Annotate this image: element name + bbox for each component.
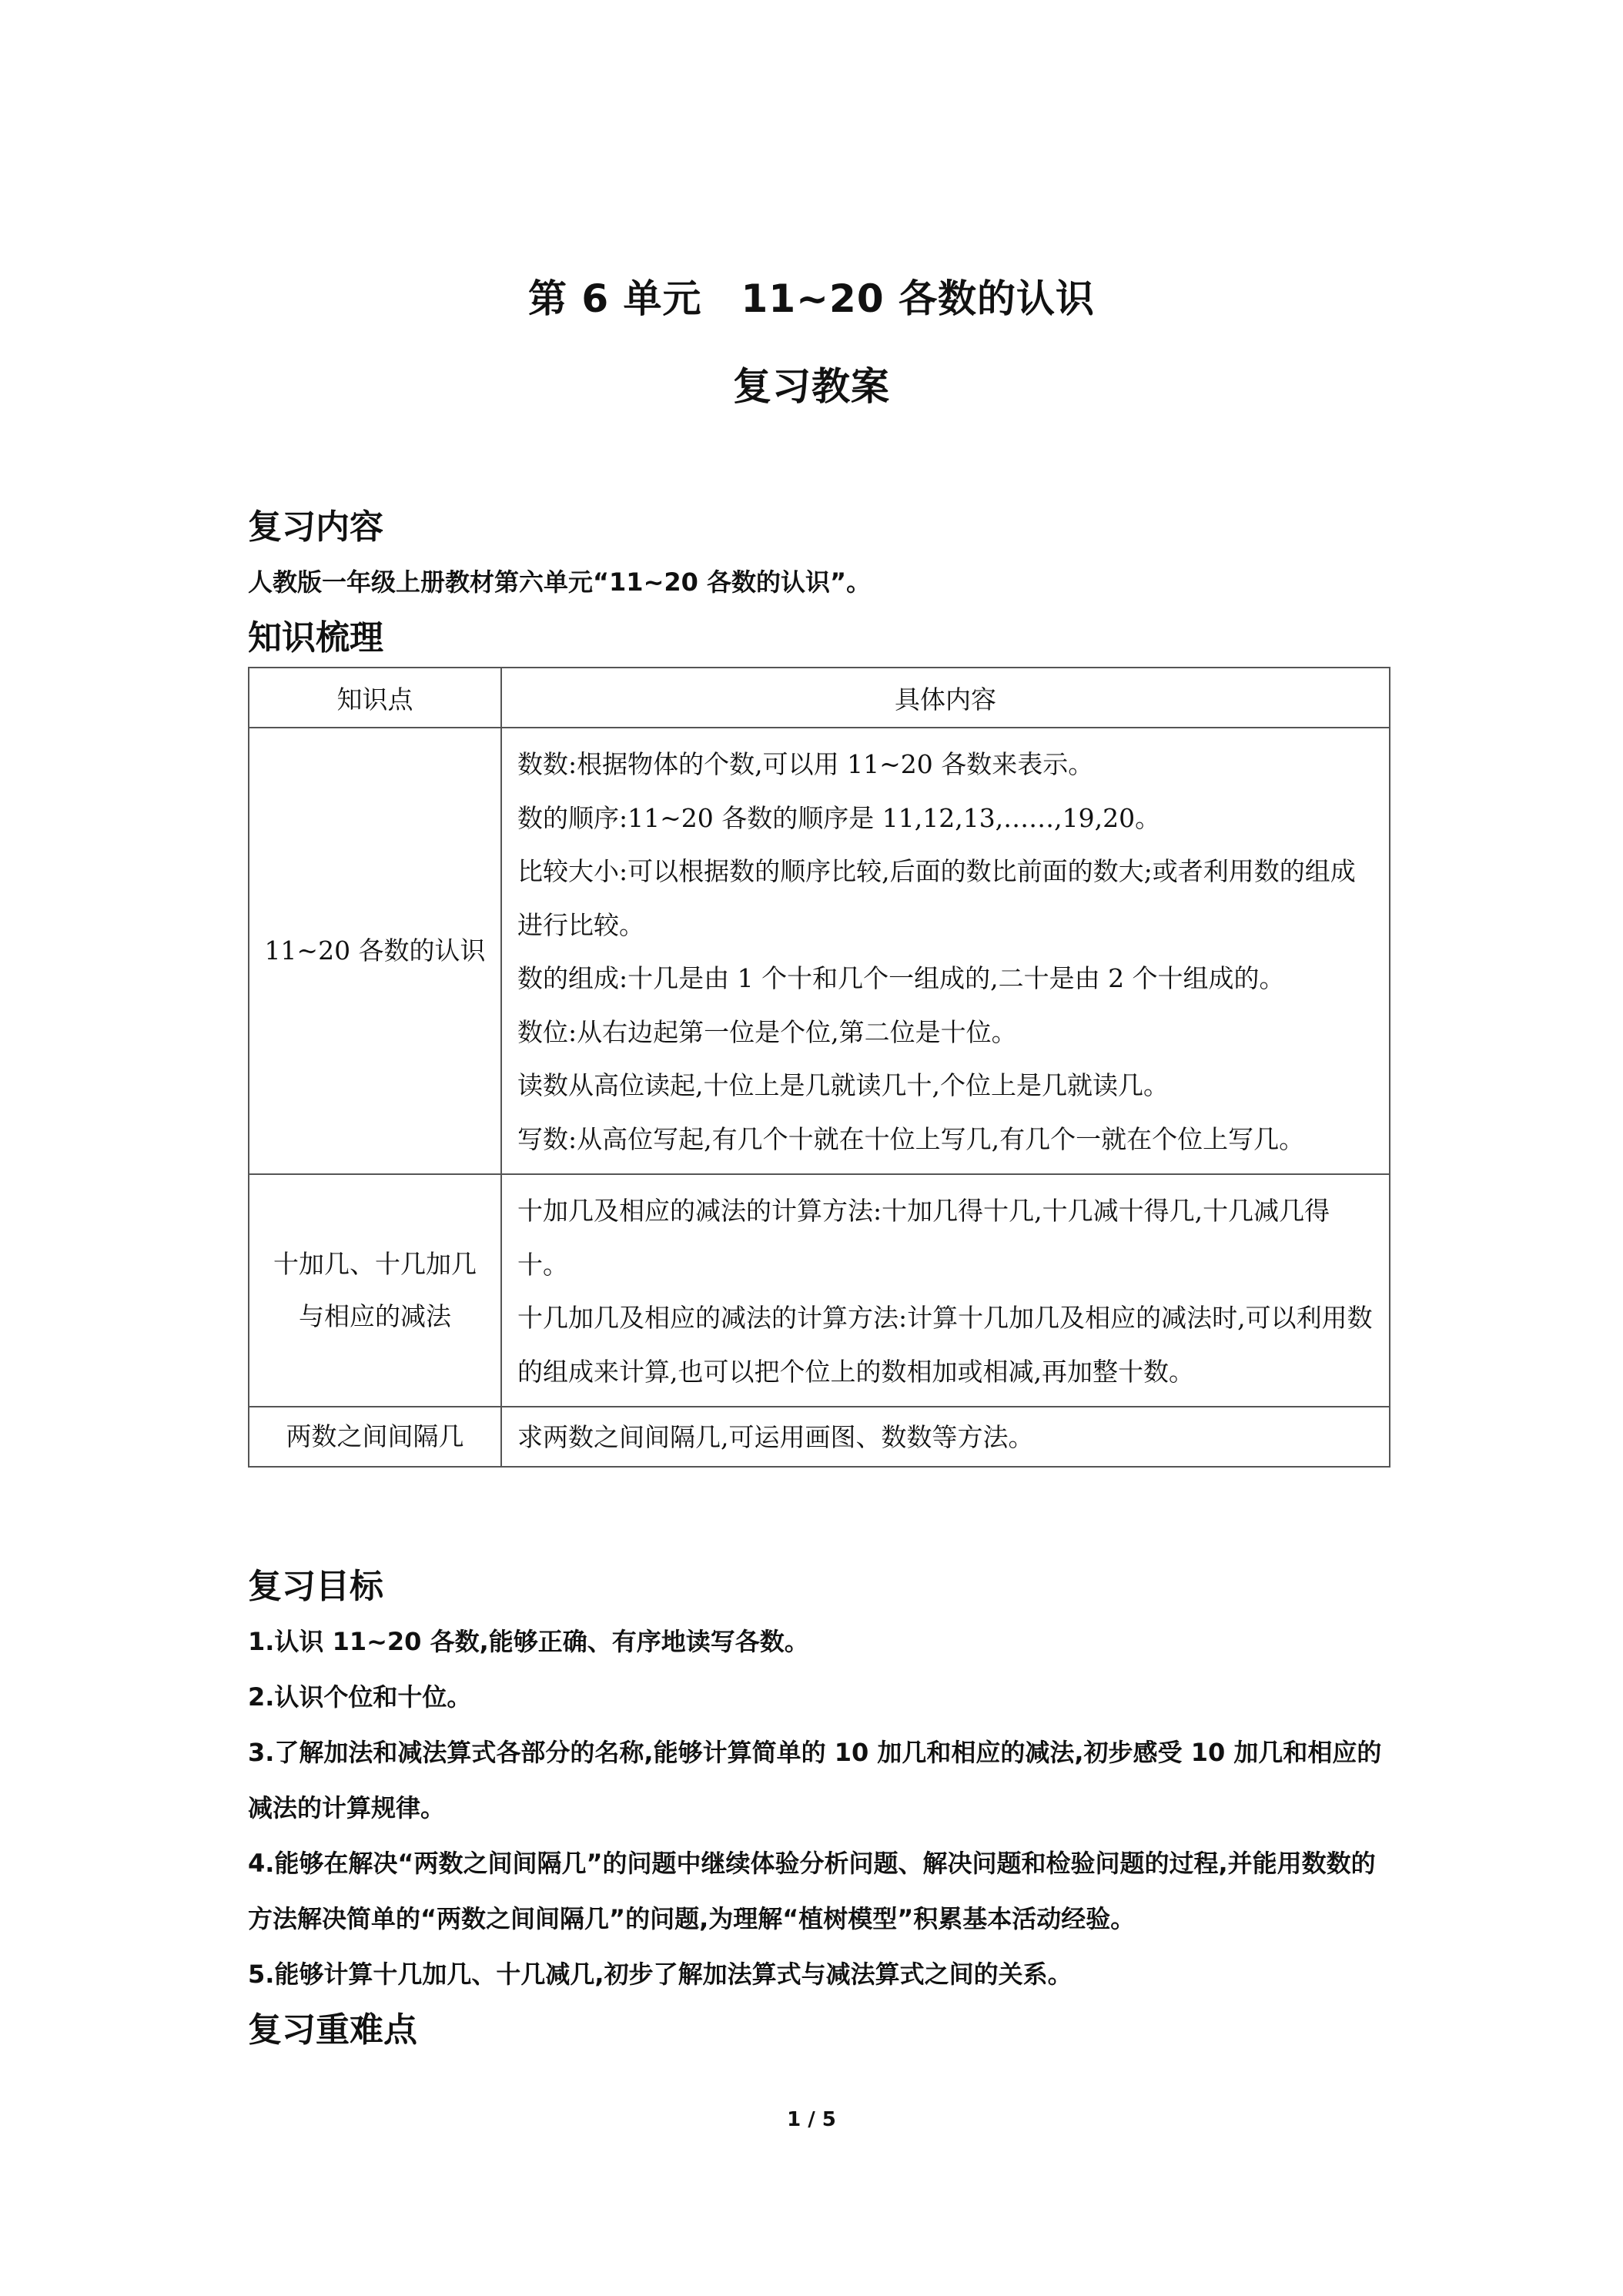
table-row [249,1407,1390,1467]
section-heading-key-points: 复习重难点 [248,2010,417,2050]
content-line: 求两数之间间隔几,可运用画图、数数等方法。 [517,1422,1034,1452]
table-row [249,728,1390,1174]
section-content-text: 人教版一年级上册教材第六单元“11~20 各数的认识”。 [248,567,872,597]
list-item: 4.能够在解决“两数之间间隔几”的问题中继续体验分析问题、解决问题和检验问题的过程,并能用数数的方法解决简单的“两数之间间隔几”的问题,为理解“植树模型”积累基本活动经验。 [248,1849,1376,1933]
document-subtitle: 复习教案 [733,364,890,409]
page-number: 1 / 5 [787,2108,836,2131]
knowledge-table [248,667,1390,1468]
content-line: 读数从高位读起,十位上是几就读几十,个位上是几就读几。 [517,1070,1169,1100]
section-heading-content: 复习内容 [248,507,383,547]
table-cell-point: 十加几、十几加几与相应的减法 [249,1174,501,1407]
section-heading-knowledge: 知识梳理 [248,618,383,658]
table-cell-content [501,728,1390,1174]
list-item: 2.认识个位和十位。 [248,1682,472,1712]
table-header-row [249,668,1390,728]
content-line: 数数:根据物体的个数,可以用 11~20 各数来表示。 [517,749,1094,779]
goals-list-container [248,1614,1387,2002]
content-line: 十加几及相应的减法的计算方法:十加几得十几,十几减十得几,十几减几得十。 [517,1196,1330,1280]
content-line: 写数:从高位写起,有几个十就在十位上写几,有几个一就在个位上写几。 [517,1123,1305,1154]
table-cell-content [501,1174,1390,1407]
content-line: 十几加几及相应的减法的计算方法:计算十几加几及相应的减法时,可以利用数的组成来计算,也可以把个位上的数相加或相减,再加整十数。 [517,1303,1373,1387]
table-header-cell: 知识点 [249,668,501,728]
table-header-cell: 具体内容 [501,668,1390,728]
table-cell-point: 两数之间间隔几 [249,1407,501,1467]
content-line: 比较大小:可以根据数的顺序比较,后面的数比前面的数大;或者利用数的组成进行比较。 [517,856,1356,940]
table-cell-content [501,1407,1390,1467]
list-item: 1.认识 11~20 各数,能够正确、有序地读写各数。 [248,1627,809,1656]
table-row [249,1174,1390,1407]
section-heading-goals: 复习目标 [248,1567,383,1606]
table-cell-point: 11~20 各数的认识 [249,728,501,1174]
list-item: 3.了解加法和减法算式各部分的名称,能够计算简单的 10 加几和相应的减法,初步感受 10 加几和相应的减法的计算规律。 [248,1738,1382,1822]
list-item: 5.能够计算十几加几、十几减几,初步了解加法算式与减法算式之间的关系。 [248,1960,1073,1989]
content-line: 数的顺序:11~20 各数的顺序是 11,12,13,……,19,20。 [517,802,1161,833]
content-line: 数位:从右边起第一位是个位,第二位是十位。 [517,1016,1017,1047]
goals-list [248,1614,1387,2002]
document-title: 第 6 单元 11~20 各数的认识 [527,276,1096,321]
content-line: 数的组成:十几是由 1 个十和几个一组成的,二十是由 2 个十组成的。 [517,963,1285,993]
